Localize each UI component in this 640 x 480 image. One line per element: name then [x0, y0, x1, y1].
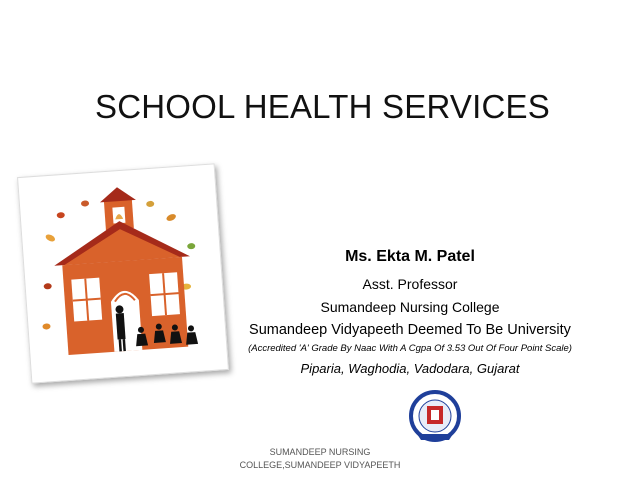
- accreditation-note: (Accredited 'A' Grade By Naac With A Cgpa Of 3.53 Out Of Four Point Scale): [248, 343, 572, 354]
- footer-line-1: SUMANDEEP NURSING: [269, 447, 371, 457]
- author-college: Sumandeep Nursing College: [320, 299, 500, 315]
- author-address: Piparia, Waghodia, Vadodara, Gujarat: [300, 361, 520, 376]
- author-name: Ms. Ekta M. Patel: [345, 248, 475, 265]
- slide-footer: [235, 446, 405, 472]
- author-designation: Asst. Professor: [362, 276, 458, 292]
- university-seal-icon: [403, 388, 467, 444]
- author-university: Sumandeep Vidyapeeth Deemed To Be University: [249, 322, 571, 338]
- school-illustration: [17, 163, 229, 383]
- schoolhouse-icon: [29, 175, 217, 372]
- slide-title: SCHOOL HEALTH SERVICES: [95, 88, 550, 125]
- footer-line-2: COLLEGE,SUMANDEEP VIDYAPEETH: [239, 460, 401, 470]
